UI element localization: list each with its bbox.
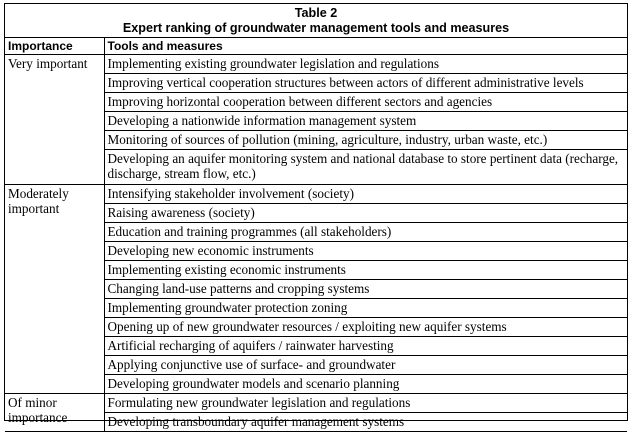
tool-cell: Formulating new groundwater legislation and regulations <box>104 394 627 413</box>
table-frame <box>4 3 628 429</box>
tool-cell: Artificial recharging of aquifers / rainwater harvesting <box>104 337 627 356</box>
header-row <box>5 38 627 55</box>
importance-moderately-important: Moderately important <box>5 185 104 394</box>
header-importance: Importance <box>5 38 104 55</box>
ranking-table <box>5 37 627 432</box>
table-title: Expert ranking of groundwater management tools and measures <box>122 21 510 35</box>
table-row <box>5 394 627 413</box>
header-tools: Tools and measures <box>104 38 627 55</box>
tool-cell: Opening up of new groundwater resources / exploiting new aquifer systems <box>104 318 627 337</box>
tool-cell: Developing an aquifer monitoring system and national database to store pertinent data (recharge, discharge, stream flow, etc.) <box>104 150 627 185</box>
tool-cell: Monitoring of sources of pollution (mining, agriculture, industry, urban waste, etc.) <box>104 131 627 150</box>
tool-cell: Implementing groundwater protection zoning <box>104 299 627 318</box>
tool-cell: Developing transboundary aquifer management systems <box>104 413 627 432</box>
tool-cell: Changing land-use patterns and cropping systems <box>104 280 627 299</box>
tool-cell: Implementing existing economic instruments <box>104 261 627 280</box>
tool-cell: Developing a nationwide information management system <box>104 112 627 131</box>
table-number: Table 2 <box>294 6 338 20</box>
tool-cell: Developing new economic instruments <box>104 242 627 261</box>
tool-cell: Applying conjunctive use of surface- and groundwater <box>104 356 627 375</box>
importance-of-minor-importance: Of minor importance <box>5 394 104 432</box>
importance-very-important: Very important <box>5 55 104 185</box>
tool-cell: Education and training programmes (all stakeholders) <box>104 223 627 242</box>
table-caption <box>5 4 627 37</box>
tool-cell: Improving vertical cooperation structures between actors of different administrative levels <box>104 74 627 93</box>
table-row <box>5 185 627 204</box>
tool-cell: Raising awareness (society) <box>104 204 627 223</box>
tool-cell: Improving horizontal cooperation between different sectors and agencies <box>104 93 627 112</box>
tool-cell: Intensifying stakeholder involvement (society) <box>104 185 627 204</box>
tool-cell: Developing groundwater models and scenario planning <box>104 375 627 394</box>
table-row <box>5 55 627 74</box>
tool-cell: Implementing existing groundwater legislation and regulations <box>104 55 627 74</box>
